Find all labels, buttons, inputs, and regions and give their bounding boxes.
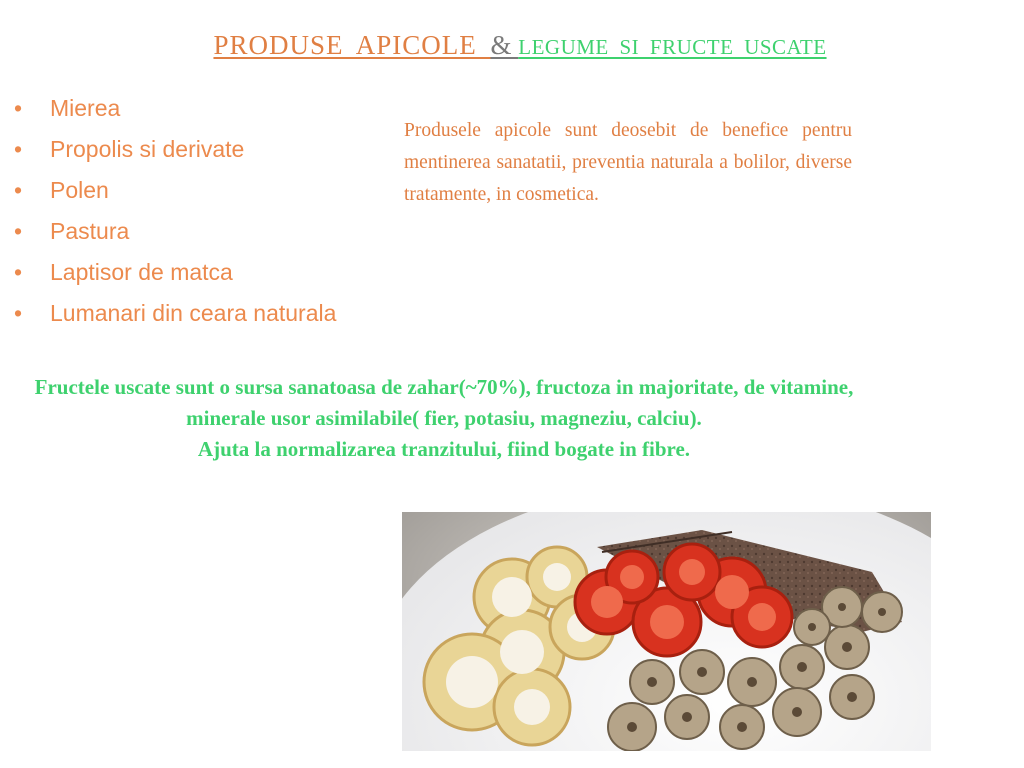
bullet-icon: • xyxy=(14,218,23,244)
slide-title xyxy=(0,30,1024,61)
list-item xyxy=(14,133,336,174)
list-item xyxy=(14,174,336,215)
list-item-label: Pastura xyxy=(50,218,130,244)
fructe-description-text: Fructele uscate sunt o sursa sanatoasa de zahar(~70%), fructoza in majoritate, de vitamine, minerale usor asimilabile( fier, potasiu, magneziu, calciu). xyxy=(34,375,854,430)
apicole-list xyxy=(14,92,336,338)
bullet-icon: • xyxy=(14,136,23,162)
bullet-icon: • xyxy=(14,95,23,121)
fructe-description xyxy=(14,372,874,465)
bullet-icon: • xyxy=(14,259,23,285)
list-item-label: Polen xyxy=(50,177,109,203)
list-item xyxy=(14,215,336,256)
bullet-icon: • xyxy=(14,300,23,326)
fructe-description-fibre: Ajuta la normalizarea tranzitului, fiind bogate in fibre. xyxy=(197,437,691,461)
title-legume-fructe: LEGUME SI FRUCTE USCATE xyxy=(518,35,827,59)
bullet-icon: • xyxy=(14,177,23,203)
list-item-label: Lumanari din ceara naturala xyxy=(50,300,337,326)
list-item xyxy=(14,92,336,133)
list-item xyxy=(14,297,336,338)
dried-fruit-photo xyxy=(402,512,931,751)
apicole-description: Produsele apicole sunt deosebit de benefice pentru mentinerea sanatatii, preventia naturala a bolilor, diverse tratamente, in cosmetica. xyxy=(404,120,852,205)
list-item-label: Laptisor de matca xyxy=(50,259,233,285)
list-item xyxy=(14,256,336,297)
list-item-label: Propolis si derivate xyxy=(50,136,245,162)
title-ampersand: & xyxy=(490,30,519,60)
title-produse-apicole: PRODUSE APICOLE xyxy=(213,30,491,60)
list-item-label: Mierea xyxy=(50,95,121,121)
